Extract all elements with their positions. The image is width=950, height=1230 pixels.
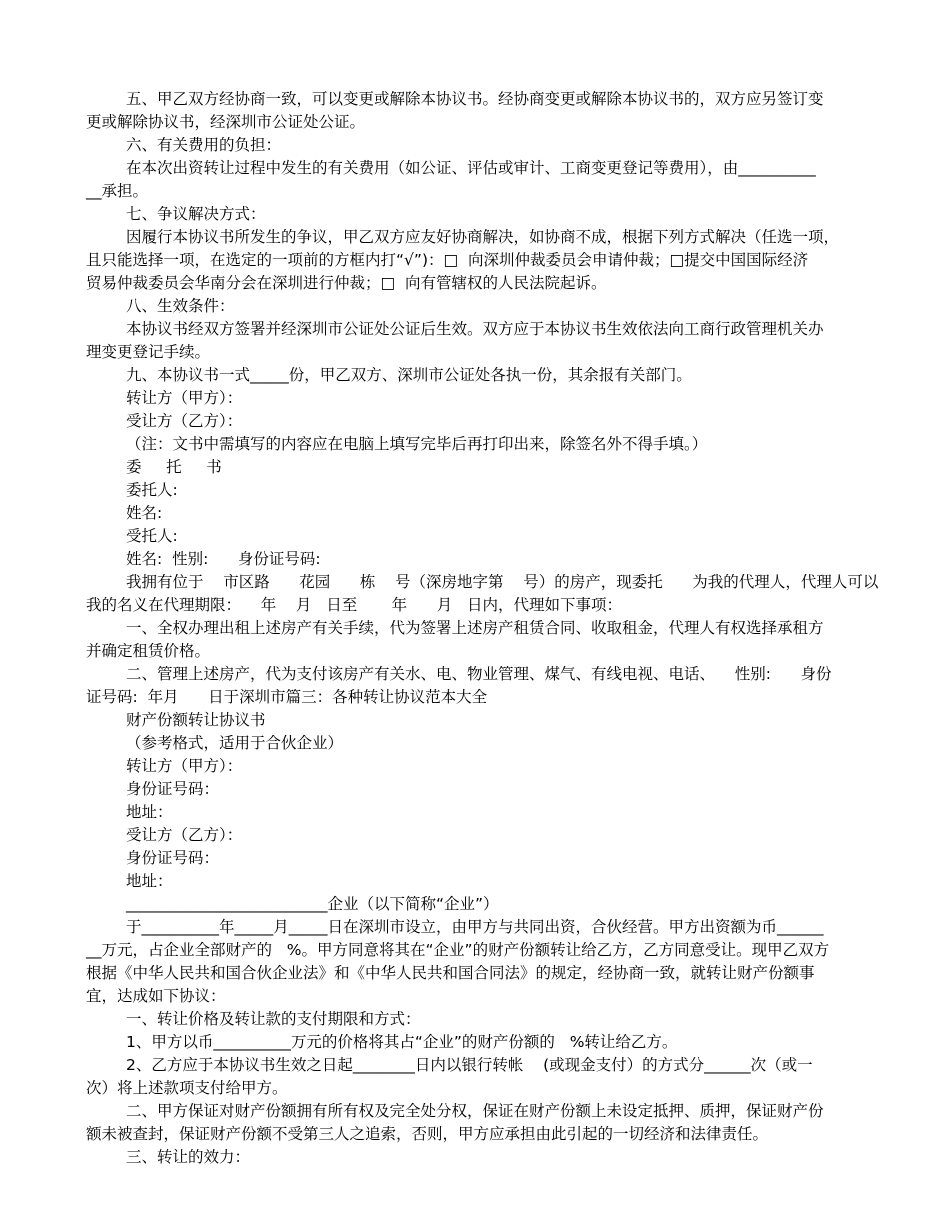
text-line: 委托人:: [126, 481, 178, 499]
text-line: 我的名义在代理期限： 年 月 日至 年 月 日内，代理如下事项：: [86, 596, 623, 614]
document-subtitle: （参考格式，适用于合伙企业）: [126, 734, 344, 752]
section-heading: 委 托 书: [126, 458, 222, 476]
document-title: 财产份额转让协议书: [126, 711, 266, 729]
text-line: 五、甲乙双方经协商一致，可以变更或解除本协议书。经协商变更或解除本协议书的，双方应另签订变: [126, 90, 824, 108]
text-line: 因履行本协议书所发生的争议，甲乙双方应友好协商解决，如协商不成，根据下列方式解决（任选一项，: [126, 228, 840, 246]
text-line: 地址：: [126, 872, 173, 890]
text-line: 1、甲方以币__________万元的价格将其占“企业”的财产份额的 %转让给乙方。: [126, 1033, 678, 1051]
text-line: 转让方（甲方）：: [126, 389, 243, 407]
text-line: 根据《中华人民共和国合伙企业法》和《中华人民共和国合同法》的规定，经协商一致，就转让财产份额事: [86, 964, 815, 982]
text-line: 本协议书经双方签署并经深圳市公证处公证后生效。双方应于本协议书生效依法向工商行政管理机关办: [126, 320, 824, 338]
note-line: （注：文书中需填写的内容应在电脑上填写完毕后再打印出来，除签名外不得手填。）: [126, 435, 708, 453]
text-line: 在本次出资转让过程中发生的有关费用（如公证、评估或审计、工商变更登记等费用），由__________: [126, 159, 816, 177]
section-heading: 七、争议解决方式：: [126, 205, 266, 223]
section-heading: 三、转让的效力：: [126, 1148, 251, 1166]
text-line: __承担。: [86, 182, 149, 200]
text-line: 次）将上述款项支付给甲方。: [86, 1079, 288, 1097]
text-line: 受让方（乙方）：: [126, 412, 243, 430]
text-line: 我拥有位于 市区路 花园 栋 号（深房地字第 号）的房产，现委托 为我的代理人，代理人可以: [126, 573, 879, 591]
section-heading: 八、生效条件：: [126, 297, 235, 315]
text-line: 贸易仲裁委员会华南分会在深圳进行仲裁；□ 向有管辖权的人民法院起诉。: [86, 274, 607, 292]
text-line: 转让方（甲方）：: [126, 757, 243, 775]
text-line: 姓名:: [126, 504, 163, 522]
text-line: 且只能选择一项，在选定的一项前的方框内打“√”)：□ 向深圳仲裁委员会申请仲裁；□提交中国国际经济: [86, 251, 809, 269]
text-line: 受让方（乙方）：: [126, 826, 243, 844]
text-line: 理变更登记手续。: [86, 343, 211, 361]
text-line: 二、甲方保证对财产份额拥有所有权及完全处分权，保证在财产份额上未设定抵押、质押，保证财产份: [126, 1102, 824, 1120]
text-line: 证号码: 年月 日于深圳市篇三：各种转让协议范本大全: [86, 688, 488, 706]
text-line: 二、管理上述房产，代为支付该房产有关水、电、物业管理、煤气、有线电视、电话、 性别: 身份: [126, 665, 832, 683]
text-line: 并确定租赁价格。: [86, 642, 211, 660]
text-line: 身份证号码：: [126, 849, 220, 867]
text-line: 一、全权办理出租上述房产有关手续，代为签署上述房产租赁合同、收取租金，代理人有权选择承租方: [126, 619, 824, 637]
text-line: 九、本协议书一式_____份，甲乙双方、深圳市公证处各执一份，其余报有关部门。: [126, 366, 692, 384]
text-line: 更或解除协议书，经深圳市公证处公证。: [86, 113, 366, 131]
text-line: 额未被查封，保证财产份额不受第三人之追索，否则，甲方应承担由此引起的一切经济和法律责任。: [86, 1125, 769, 1143]
section-heading: 六、有关费用的负担：: [126, 136, 282, 154]
text-line: 受托人:: [126, 527, 178, 545]
text-line: __万元，占企业全部财产的 %。甲方同意将其在“企业”的财产份额转让给乙方，乙方同意受让。现甲乙双方: [86, 941, 830, 959]
text-line: 身份证号码：: [126, 780, 220, 798]
text-line: 地址：: [126, 803, 173, 821]
section-heading: 一、转让价格及转让款的支付期限和方式：: [126, 1010, 421, 1028]
text-line: 宜，达成如下协议：: [86, 987, 226, 1005]
text-line: __________________________企业（以下简称“企业”）: [126, 895, 499, 913]
text-line: 于__________年_____月_____日在深圳市设立，由甲方与共同出资，合伙经营。甲方出资额为币______: [126, 918, 824, 936]
text-line: 2、乙方应于本协议书生效之日起________日内以银行转帐 (或现金支付）的方式分______次（或一: [126, 1056, 813, 1074]
text-line: 姓名: 性别: 身份证号码:: [126, 550, 321, 568]
